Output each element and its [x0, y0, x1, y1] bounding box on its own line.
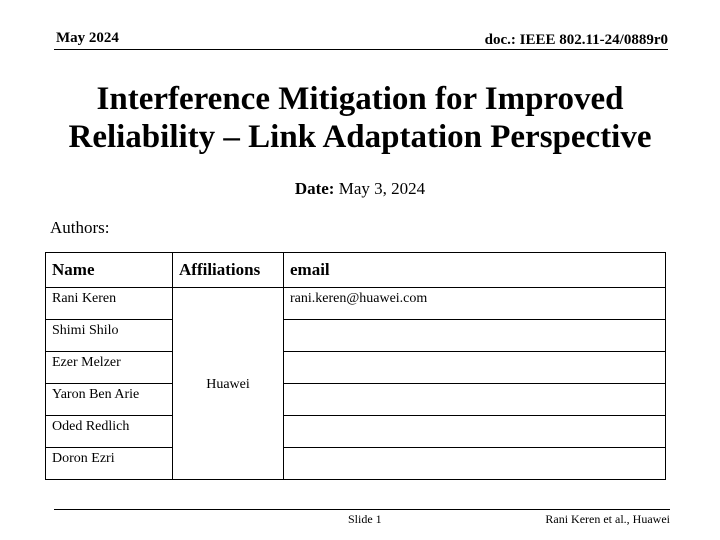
header-date: May 2024	[56, 30, 119, 46]
header-email: email	[284, 253, 666, 288]
header-doc-id: doc.: IEEE 802.11-24/0889r0	[484, 32, 668, 48]
affiliation-cell: Huawei	[173, 288, 284, 480]
date-value: May 3, 2024	[338, 179, 426, 198]
table-header-row	[46, 253, 666, 288]
header-rule	[54, 49, 668, 50]
author-email	[284, 320, 666, 352]
table-row	[46, 352, 666, 384]
authors-table	[45, 252, 666, 480]
author-name: Rani Keren	[46, 288, 173, 320]
date-line	[0, 179, 720, 199]
title-line-2: Reliability – Link Adaptation Perspective	[68, 119, 652, 155]
header-name: Name	[46, 253, 173, 288]
slide-title	[0, 80, 720, 156]
author-name: Shimi Shilo	[46, 320, 173, 352]
date-label: Date:	[294, 179, 335, 198]
author-email	[284, 384, 666, 416]
authors-label: Authors:	[50, 218, 110, 237]
table-row	[46, 320, 666, 352]
table-row	[46, 416, 666, 448]
table-row	[46, 384, 666, 416]
author-email: rani.keren@huawei.com	[284, 288, 666, 320]
author-name: Oded Redlich	[46, 416, 173, 448]
author-email	[284, 448, 666, 480]
footer-slide-number: Slide 1	[348, 512, 382, 526]
table-row	[46, 288, 666, 320]
author-name: Yaron Ben Arie	[46, 384, 173, 416]
author-email	[284, 352, 666, 384]
header-affiliations: Affiliations	[173, 253, 284, 288]
footer-rule	[54, 509, 670, 510]
footer-author: Rani Keren et al., Huawei	[545, 512, 670, 526]
author-name: Ezer Melzer	[46, 352, 173, 384]
author-name: Doron Ezri	[46, 448, 173, 480]
author-email	[284, 416, 666, 448]
table-row	[46, 448, 666, 480]
title-line-1: Interference Mitigation for Improved	[96, 81, 624, 117]
